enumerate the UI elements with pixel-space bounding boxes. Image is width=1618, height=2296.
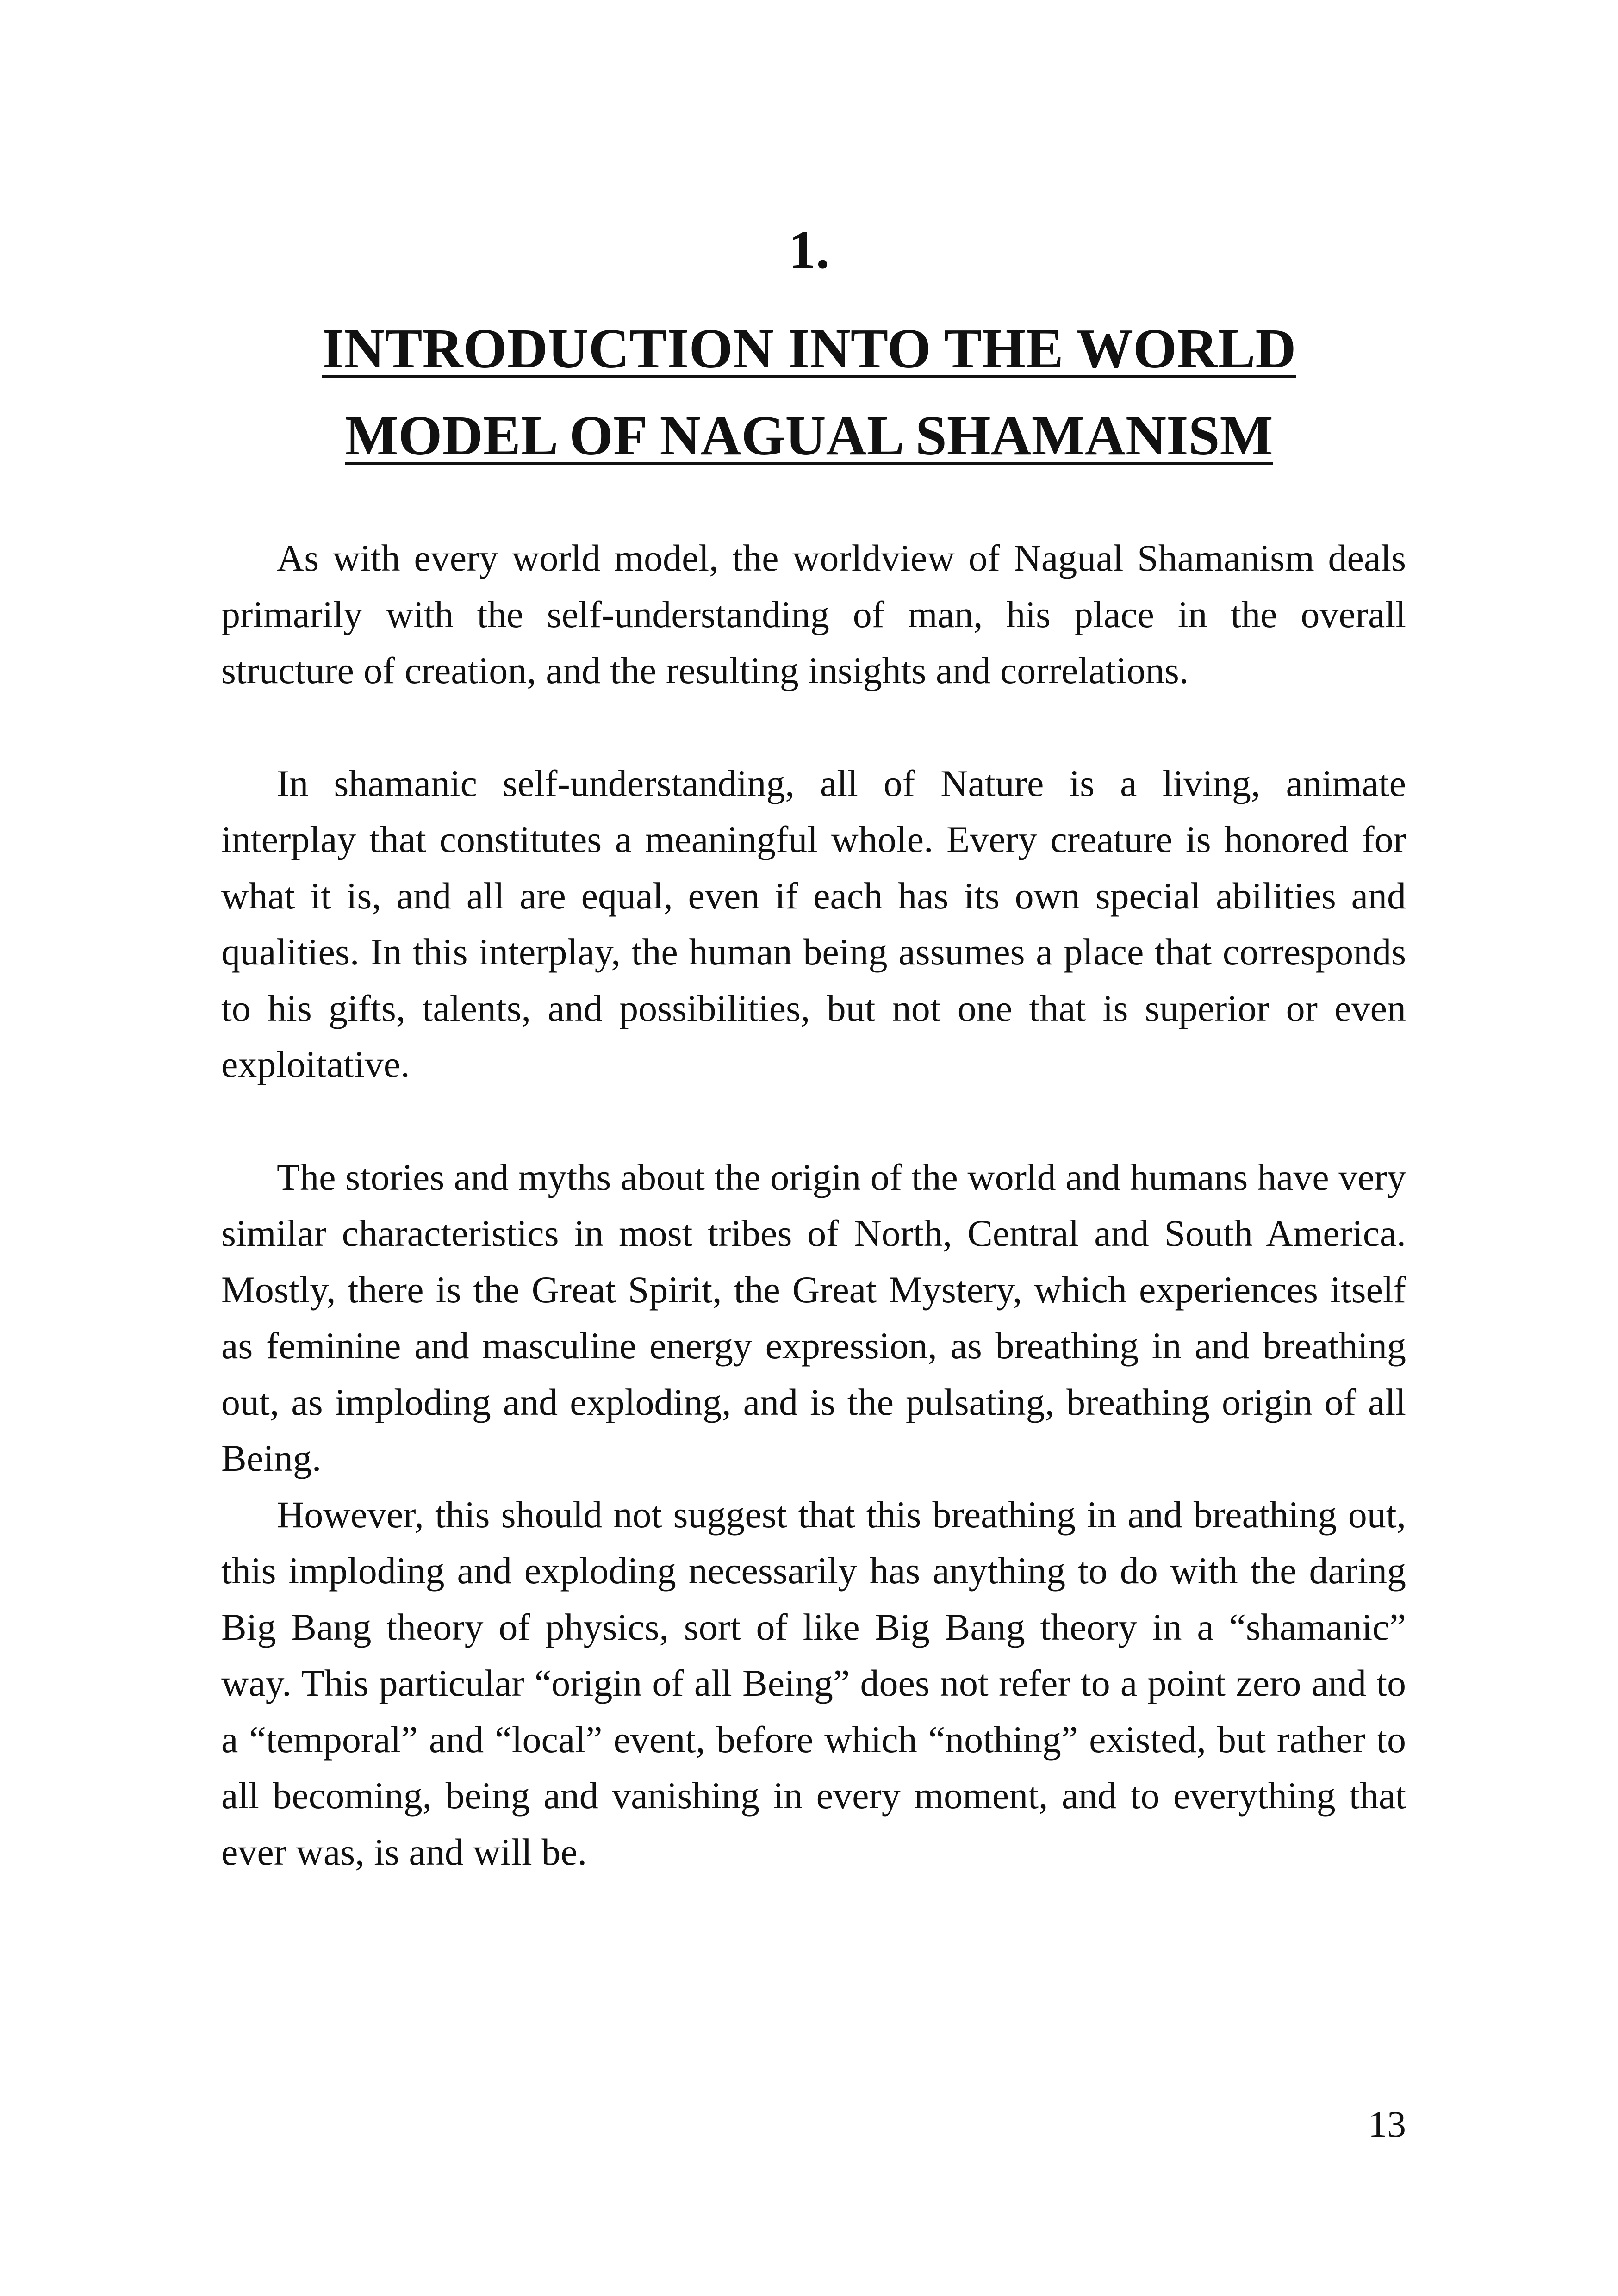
chapter-title-line-2: MODEL OF NAGUAL SHAMANISM: [345, 404, 1273, 467]
chapter-title: [0, 305, 1618, 479]
paragraph-3: The stories and myths about the origin of the world and humans have very similar characteristics in most tribes of North, Central and South America. Mostly, there is the Great Spirit, the Great Mystery, which experiences itself as feminine and masculine energy expression, as breathing in and breathing out, as imploding and exploding, and is the pulsating, breathing origin of all Being.: [221, 1156, 1406, 1479]
chapter-title-line-1: INTRODUCTION INTO THE WORLD: [322, 317, 1296, 380]
paragraph-4: However, this should not suggest that this breathing in and breathing out, this imploding and exploding necessarily has anything to do with the daring Big Bang theory of physics, sort of like Big Bang theory in a “shamanic” way. This particular “origin of all Being” does not refer to a point zero and to a “temporal” and “local” event, before which “nothing” existed, but rather to all becoming, being and vanishing in every moment, and to everything that ever was, is and will be.: [221, 1493, 1406, 1873]
body-text: [221, 530, 1406, 1880]
paragraph-2: In shamanic self-understanding, all of Nature is a living, animate interplay that constitutes a meaningful whole. Every creature is honored for what it is, and all are equal, even if each has its own special abilities and qualities. In this interplay, the human being assumes a place that corresponds to his gifts, talents, and possibilities, but not one that is superior or even exploitative.: [221, 762, 1406, 1085]
paragraph-1: As with every world model, the worldview of Nagual Shamanism deals primarily with the self-understanding of man, his place in the overall structure of creation, and the resulting insights and correlations.: [221, 537, 1406, 691]
chapter-number: 1.: [788, 219, 830, 280]
page-number: 13: [1368, 2103, 1406, 2145]
